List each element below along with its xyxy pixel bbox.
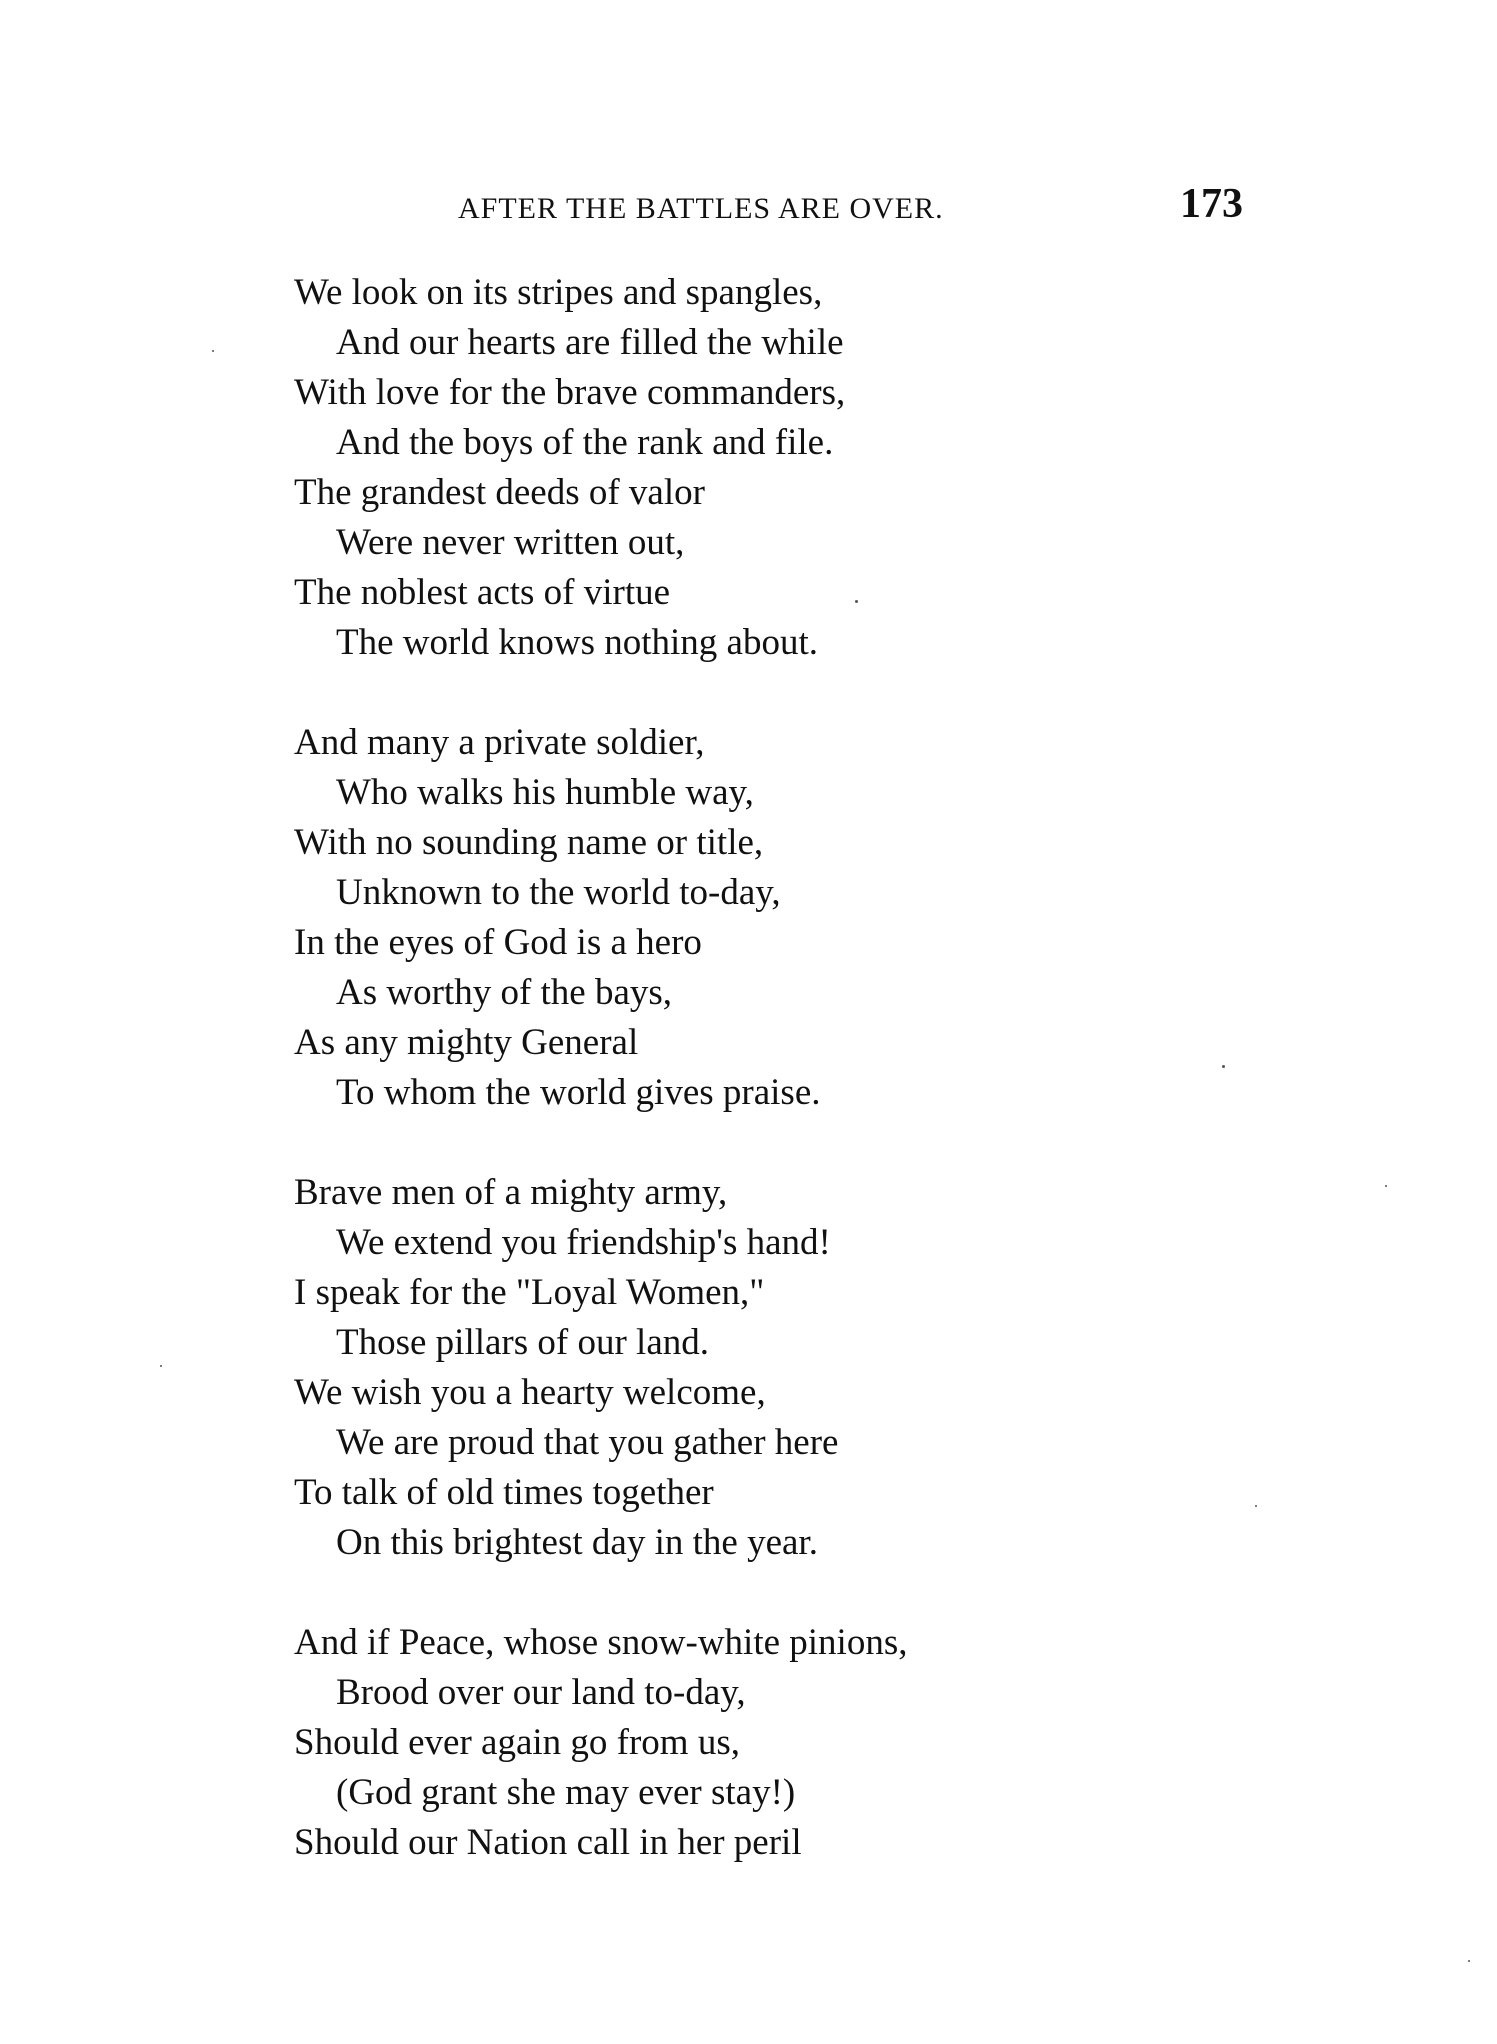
poem-line: The grandest deeds of valor — [294, 472, 705, 513]
stanza-1 — [294, 268, 1294, 668]
poem-line: We look on its stripes and spangles, — [294, 272, 823, 313]
poem-line: We are proud that you gather here — [336, 1422, 839, 1463]
poem-line: Who walks his humble way, — [336, 772, 754, 813]
poem-line: Brood over our land to-day, — [336, 1672, 746, 1713]
scan-speck — [1222, 1065, 1225, 1068]
poem-line: We wish you a hearty welcome, — [294, 1372, 766, 1413]
scan-speck — [1385, 1185, 1387, 1187]
poem-line: To talk of old times together — [294, 1472, 714, 1513]
poem-line: Unknown to the world to-day, — [336, 872, 781, 913]
scan-speck — [1468, 1960, 1470, 1962]
poem-line: And the boys of the rank and file. — [336, 422, 834, 463]
stanza-3 — [294, 1168, 1294, 1568]
poem-line: We extend you friendship's hand! — [336, 1222, 831, 1263]
poem-line: On this brightest day in the year. — [336, 1522, 818, 1563]
poem-line: Should our Nation call in her peril — [294, 1822, 802, 1863]
poem-line: And many a private soldier, — [294, 722, 705, 763]
poem-line: With love for the brave commanders, — [294, 372, 846, 413]
poem-line: (God grant she may ever stay!) — [336, 1772, 796, 1813]
poem-line: As worthy of the bays, — [336, 972, 673, 1013]
poem-line: And our hearts are filled the while — [336, 322, 844, 363]
page-number: 173 — [1180, 181, 1243, 227]
stanza-2 — [294, 718, 1294, 1118]
poem-line: The world knows nothing about. — [336, 622, 818, 663]
scan-speck — [855, 600, 858, 603]
poem-line: Brave men of a mighty army, — [294, 1172, 728, 1213]
poem-line: Should ever again go from us, — [294, 1722, 740, 1763]
poem — [294, 268, 1294, 1918]
poem-line: As any mighty General — [294, 1022, 639, 1063]
poem-line: With no sounding name or title, — [294, 822, 764, 863]
poem-line: Were never written out, — [336, 522, 685, 563]
poem-line: And if Peace, whose snow-white pinions, — [294, 1622, 908, 1663]
scan-speck — [212, 350, 214, 352]
scan-speck — [1255, 1505, 1257, 1507]
poem-line: Those pillars of our land. — [336, 1322, 709, 1363]
poem-line: In the eyes of God is a hero — [294, 922, 702, 963]
poem-line: The noblest acts of virtue — [294, 572, 671, 613]
poem-line: To whom the world gives praise. — [336, 1072, 821, 1113]
stanza-4 — [294, 1618, 1294, 1868]
scan-speck — [160, 1365, 162, 1367]
running-title: AFTER THE BATTLES ARE OVER. — [458, 192, 944, 225]
poem-line: I speak for the "Loyal Women," — [294, 1272, 765, 1313]
